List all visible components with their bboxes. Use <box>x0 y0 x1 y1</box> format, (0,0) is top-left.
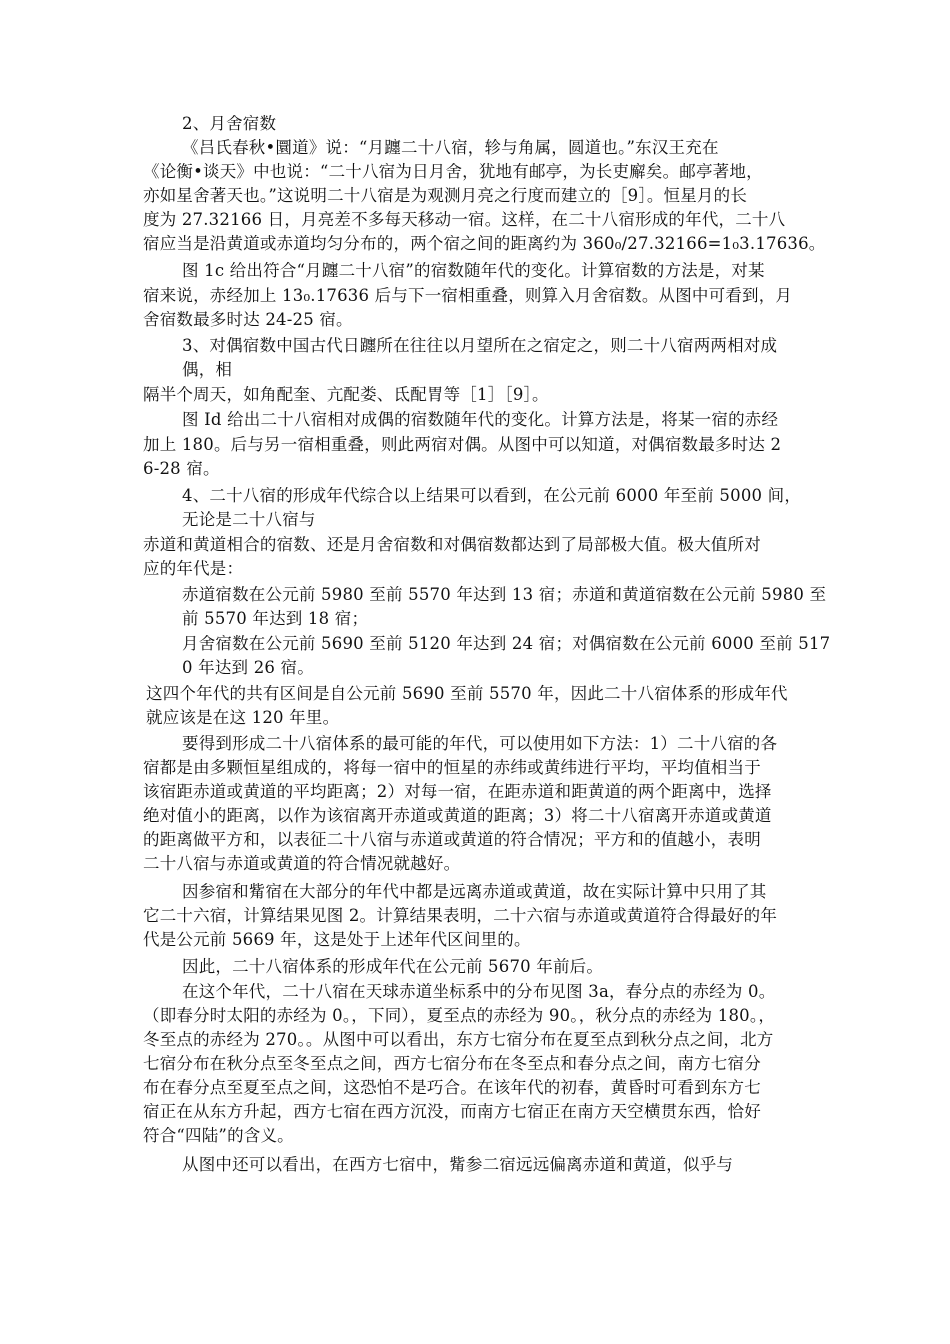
text-line: 的距离做平方和，以表征二十八宿与赤道或黄道的符合情况；平方和的值越小，表明 <box>143 830 761 849</box>
text-line: 加上 180。后与另一宿相重叠，则此两宿对偶。从图中可以知道，对偶宿数最多时达 2 <box>143 435 782 454</box>
text-line: 度为 27.32166 日，月亮差不多每天移动一宿。这样，在二十八宿形成的年代，二十八 <box>143 210 786 229</box>
text-line: （即春分时太阳的赤经为 0。，下同），夏至点的赤经为 90。，秋分点的赤经为 180。， <box>143 1006 776 1025</box>
text-line: 隔半个周天，如角配奎、亢配娄、氐配胃等［1］［9］。 <box>143 385 549 404</box>
text-line: 宿正在从东方升起，西方七宿在西方沉没，而南方七宿正在南方天空横贯东西，恰好 <box>143 1102 761 1121</box>
text-line: 应的年代是： <box>143 559 244 578</box>
text-line: 因此，二十八宿体系的形成年代在公元前 5670 年前后。 <box>182 957 604 976</box>
text-line: 舍宿数最多时达 24-25 宿。 <box>143 310 353 329</box>
text-line: 它二十六宿，计算结果见图 2。计算结果表明，二十六宿与赤道或黄道符合得最好的年 <box>143 906 778 925</box>
text-line: 《论衡•谈天》中也说：“二十八宿为日月舍，犹地有邮亭，为长吏廨矣。邮亭著地， <box>143 162 763 181</box>
text-line: 亦如星舍著天也。”这说明二十八宿是为观测月亮之行度而建立的［9］。恒星月的长 <box>143 186 748 205</box>
text-line: 在这个年代，二十八宿在天球赤道坐标系中的分布见图 3a，春分点的赤经为 0。 <box>182 982 776 1001</box>
text-line: 无论是二十八宿与 <box>182 510 316 529</box>
text-line: 月舍宿数在公元前 5690 至前 5120 年达到 24 宿；对偶宿数在公元前 6000 至前 517 <box>182 634 831 653</box>
text-line: 从图中还可以看出，在西方七宿中，觜参二宿远远偏离赤道和黄道，似乎与 <box>182 1155 734 1174</box>
text-line: 《吕氏春秋•圜道》说：“月躔二十八宿，轸与角属，圆道也。”东汉王充在 <box>182 138 719 157</box>
text-line: 绝对值小的距离，以作为该宿离开赤道或黄道的距离；3）将二十八宿离开赤道或黄道 <box>143 806 772 825</box>
section-heading-2: 2、月舍宿数 <box>182 114 277 133</box>
text-line: 符合“四陆”的含义。 <box>143 1126 294 1145</box>
text-line: 七宿分布在秋分点至冬至点之间，西方七宿分布在冬至点和春分点之间，南方七宿分 <box>143 1054 761 1073</box>
text-line: 这四个年代的共有区间是自公元前 5690 至前 5570 年，因此二十八宿体系的形成年代 <box>146 684 788 703</box>
text-line: 赤道和黄道相合的宿数、还是月舍宿数和对偶宿数都达到了局部极大值。极大值所对 <box>143 535 761 554</box>
text-line: 赤道宿数在公元前 5980 至前 5570 年达到 13 宿；赤道和黄道宿数在公元前 5980 至 <box>182 585 827 604</box>
text-line: 偶，相 <box>182 360 233 379</box>
text-line: 要得到形成二十八宿体系的最可能的年代，可以使用如下方法：1）二十八宿的各 <box>182 734 778 753</box>
text-line: 宿应当是沿黄道或赤道均匀分布的，两个宿之间的距离约为 360₀/27.32166=1₀3.17636。 <box>143 234 826 253</box>
text-line: 图 Id 给出二十八宿相对成偶的宿数随年代的变化。计算方法是，将某一宿的赤经 <box>182 410 779 429</box>
text-line: 0 年达到 26 宿。 <box>182 658 314 677</box>
text-line: 因参宿和觜宿在大部分的年代中都是远离赤道或黄道，故在实际计算中只用了其 <box>182 882 767 901</box>
text-line: 6-28 宿。 <box>143 459 220 478</box>
text-line: 代是公元前 5669 年，这是处于上述年代区间里的。 <box>143 930 531 949</box>
text-line: 前 5570 年达到 18 宿； <box>182 609 369 628</box>
text-line: 宿都是由多颗恒星组成的，将每一宿中的恒星的赤纬或黄纬进行平均，平均值相当于 <box>143 758 761 777</box>
text-line: 宿来说，赤经加上 13₀.17636 后与下一宿相重叠，则算入月舍宿数。从图中可看到，月 <box>143 286 793 305</box>
text-line: 冬至点的赤经为 270。。从图中可以看出，东方七宿分布在夏至点到秋分点之间，北方 <box>143 1030 774 1049</box>
text-line: 布在春分点至夏至点之间，这恐怕不是巧合。在该年代的初春，黄昏时可看到东方七 <box>143 1078 761 1097</box>
text-line: 就应该是在这 120 年里。 <box>146 708 340 727</box>
text-line: 该宿距赤道或黄道的平均距离；2）对每一宿，在距赤道和距黄道的两个距离中，选择 <box>143 782 772 801</box>
section-heading-4: 4、二十八宿的形成年代综合以上结果可以看到，在公元前 6000 年至前 5000 间， <box>182 486 802 505</box>
text-line: 图 1c 给出符合“月躔二十八宿”的宿数随年代的变化。计算宿数的方法是，对某 <box>182 261 765 280</box>
text-line: 二十八宿与赤道或黄道的符合情况就越好。 <box>143 854 461 873</box>
section-heading-3: 3、对偶宿数中国古代日躔所在往往以月望所在之宿定之，则二十八宿两两相对成 <box>182 336 778 355</box>
